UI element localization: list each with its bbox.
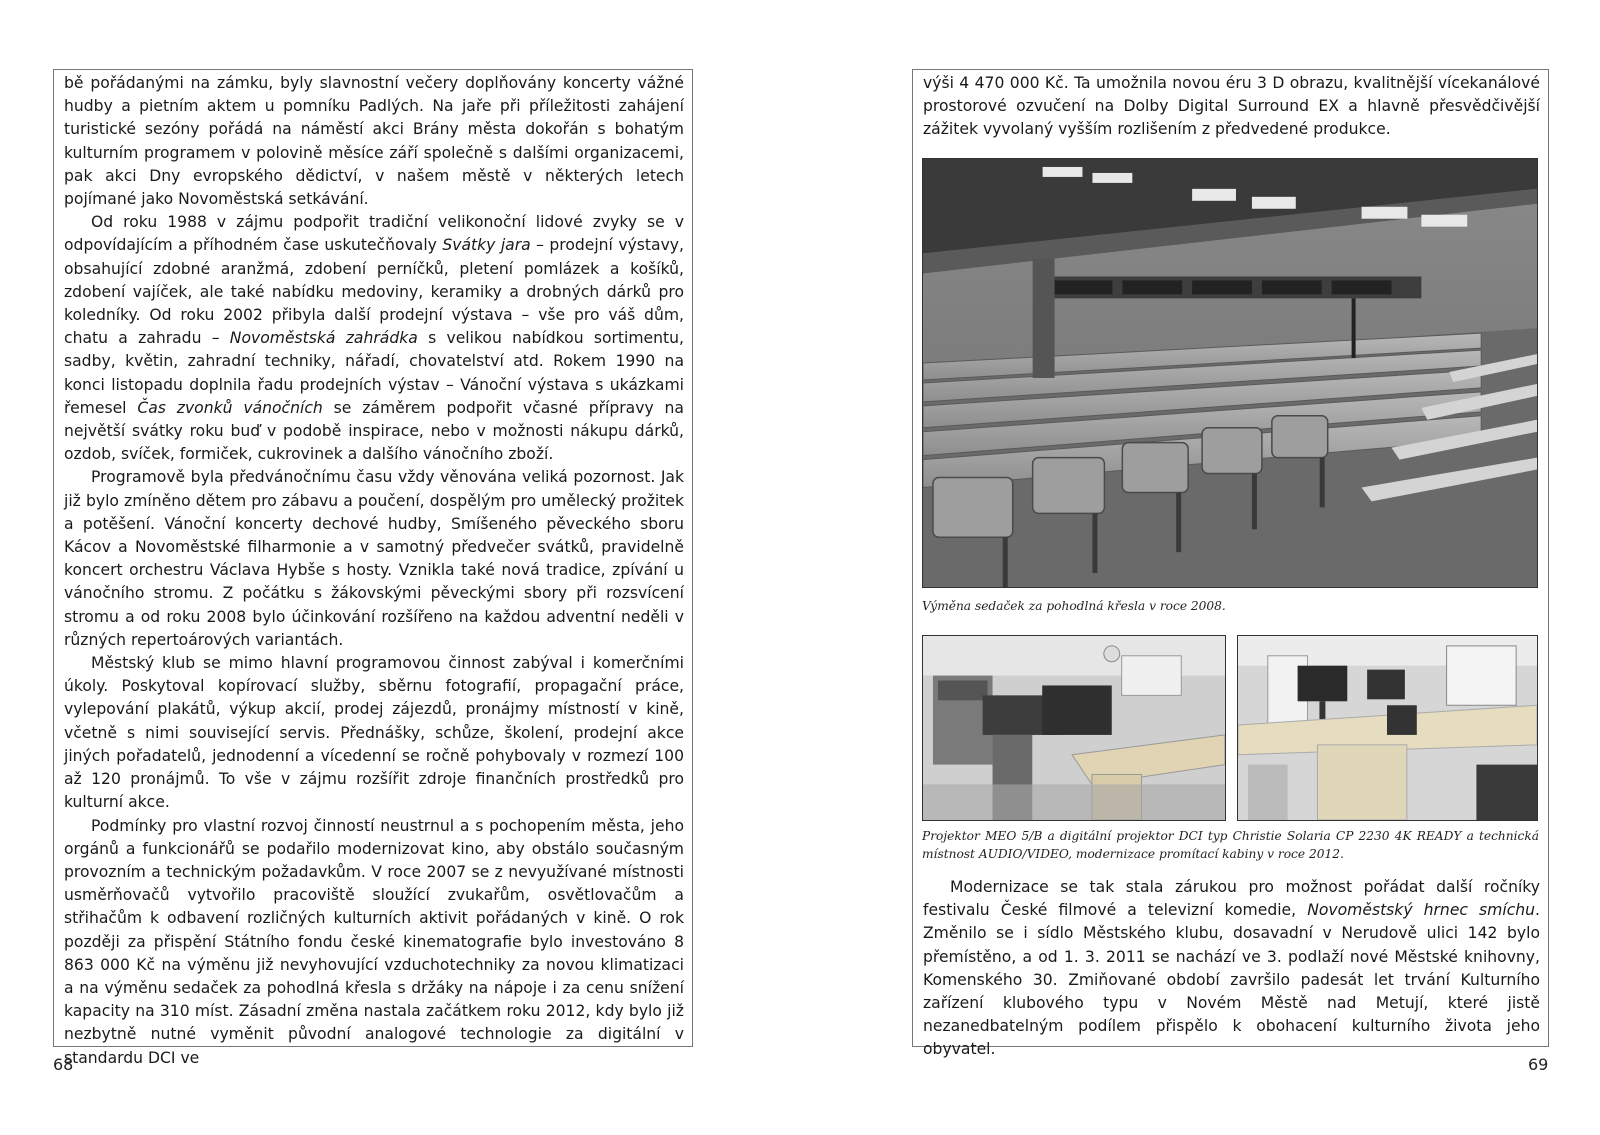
left-paragraph bbox=[64, 72, 684, 211]
left-page-body bbox=[64, 72, 684, 1070]
text-run: bě pořádanými na zámku, byly slavnostní večery doplňovány koncerty vážné hudby a pietním aktem u pomníku Padlých. Na jaře při příležitosti zahájení turistické sezóny pořádá na náměstí akci Brány města dokořán s bohatým kulturním programem v polovině měsíce září společně s dalšími organizacemi, pak akci Dny evropského dědictví, v našem městě v některých letech pojímané jako Novoměstská setkávání. bbox=[64, 74, 684, 209]
projector-photos-caption: Projektor MEO 5/B a digitální projektor DCI typ Christie Solaria CP 2230 4K READY a technická místnost AUDIO/VIDEO, modernizace promítací kabiny v roce 2012. bbox=[922, 829, 1539, 861]
text-run: – prodejní výstavy, obsahující zdobné aranžmá, zdobení perníčků, pletení pomlázek a košíků, zdobení vajíček, ale také nabídku medoviny, keramiky a drobných dárků pro koledníky. Od roku 2002 přibyla další prodejní výstava – vše pro váš dům, chatu a zahradu – bbox=[64, 236, 684, 348]
text-run: Programově byla předvánočnímu času vždy věnována veliká pozornost. Jak již bylo zmíněno dětem pro zábavu a poučení, dospělým pro umělecký prožitek a potěšení. Vánoční koncerty dechové hudby, Smíšeného pěveckého sboru Kácov a Novoměstské filharmonie a v samotný předvečer svátků, pravidelně koncert orchestru Václava Hybše s hosty. Vznikla také nová tradice, zpívání u vánočního stromu. Z počátku s žákovskými pěveckými sbory při rozsvícení stromu a od roku 2008 bylo účinkování rozšířeno na každou adventní neděli v různých repertoárových variantách. bbox=[64, 468, 684, 649]
page-number-right: 69 bbox=[1528, 1055, 1549, 1074]
italic-title: Svátky jara bbox=[442, 236, 531, 255]
italic-title: Čas zvonků vánočních bbox=[137, 398, 323, 417]
italic-title: Novoměstská zahrádka bbox=[229, 329, 418, 348]
text-run: s velikou nabídkou sortimentu, sadby, květin, zahradní techniky, nářadí, chovatelství atd. Rokem 1990 na konci listopadu doplnila řadu prodejních výstav – Vánoční výstava s ukázkami řemesel bbox=[64, 329, 684, 417]
right-bottom-paragraph bbox=[923, 876, 1540, 1062]
right-page-top-text bbox=[923, 72, 1540, 142]
text-run: . Změnilo se i sídlo Městského klubu, dosavadní v Nerudově ulici 142 bylo přemístěno, a od 1. 3. 2011 se nachází ve 3. podlaží nové Městské knihovny, Komenského 30. Zmiňované období završilo padesát let trvání Kulturního zařízení klubového typu v Novém Městě nad Metují, které jistě nezanedbatelným podílem přispělo k obohacení kulturního života jeho obyvatel. bbox=[923, 901, 1541, 1059]
audio-video-room-photo bbox=[1237, 635, 1538, 821]
italic-title: Novoměstský hrnec smíchu bbox=[1307, 901, 1536, 920]
page-number-left: 68 bbox=[53, 1055, 74, 1074]
left-paragraph bbox=[64, 466, 684, 652]
text-run: Městský klub se mimo hlavní programovou činnost zabýval i komerčními úkoly. Poskytoval kopírovací služby, sběrnu fotografií, propagační práce, vylepování plakátů, výkup akcií, prodej zájezdů, pronájmy místností v kině, včetně s nimi související servis. Přednášky, schůze, školení, prodejní akce jiných pořadatelů, jednodenní a vícedenní se ročně pohybovaly v rozmezí 100 až 120 pronájmů. To vše v zájmu rozšířit zdroje finančních prostředků pro kulturní akce. bbox=[64, 654, 684, 812]
text-run: Od roku 1988 v zájmu podpořit tradiční velikonoční lidové zvyky se v odpovídajícím a příhodném čase uskutečňovaly bbox=[64, 213, 684, 255]
projector-room-photo bbox=[922, 635, 1226, 821]
text-run: Podmínky pro vlastní rozvoj činností neustrnul a s pochopením města, jeho orgánů a funkcionářů se podařilo modernizovat kino, aby obstálo současným provozním a technickým požadavkům. V roce 2007 se z nevyužívané místnosti usměrňovačů vytvořilo pracoviště sloužící zvukařům, osvětlovačům a střihačům k odbavení rozličných kulturních aktivit pořádaných v kině. O rok později za přispění Státního fondu české kinematografie bylo investováno 8 863 000 Kč na výměnu již nevyhovující vzduchotechniky za novou klimatizaci a na výměnu sedaček za pohodlná křesla s držáky na nápoje i za cenu snížení kapacity na 310 míst. Zásadní změna nastala začátkem roku 2012, kdy bylo již nezbytně nutné vyměnit původní analogové technologie za digitální v standardu DCI ve bbox=[64, 816, 684, 1067]
left-paragraph bbox=[64, 652, 684, 814]
auditorium-photo-caption: Výměna sedaček za pohodlná křesla v roce 2008. bbox=[922, 599, 1226, 613]
text-run: Modernizace se tak stala zárukou pro možnost pořádat další ročníky festivalu České filmové a televizní komedie, bbox=[923, 878, 1540, 920]
text-run: se záměrem podpořit včasné přípravy na největší svátky roku buď v podobě inspirace, nebo v možnosti nákupu dárků, ozdob, svíček, formiček, cukrovinek a dalšího vánočního zboží. bbox=[64, 398, 684, 464]
auditorium-seats-photo bbox=[922, 158, 1538, 588]
left-paragraph bbox=[64, 815, 684, 1070]
right-top-paragraph: výši 4 470 000 Kč. Ta umožnila novou éru 3 D obrazu, kvalitnější vícekanálové prostorové ozvučení na Dolby Digital Surround EX a hlavně přesvědčivější zážitek vyvolaný vyšším rozlišením z předvedené produkce. bbox=[923, 74, 1540, 139]
right-page-bottom-text bbox=[923, 876, 1540, 1062]
left-paragraph bbox=[64, 211, 684, 466]
